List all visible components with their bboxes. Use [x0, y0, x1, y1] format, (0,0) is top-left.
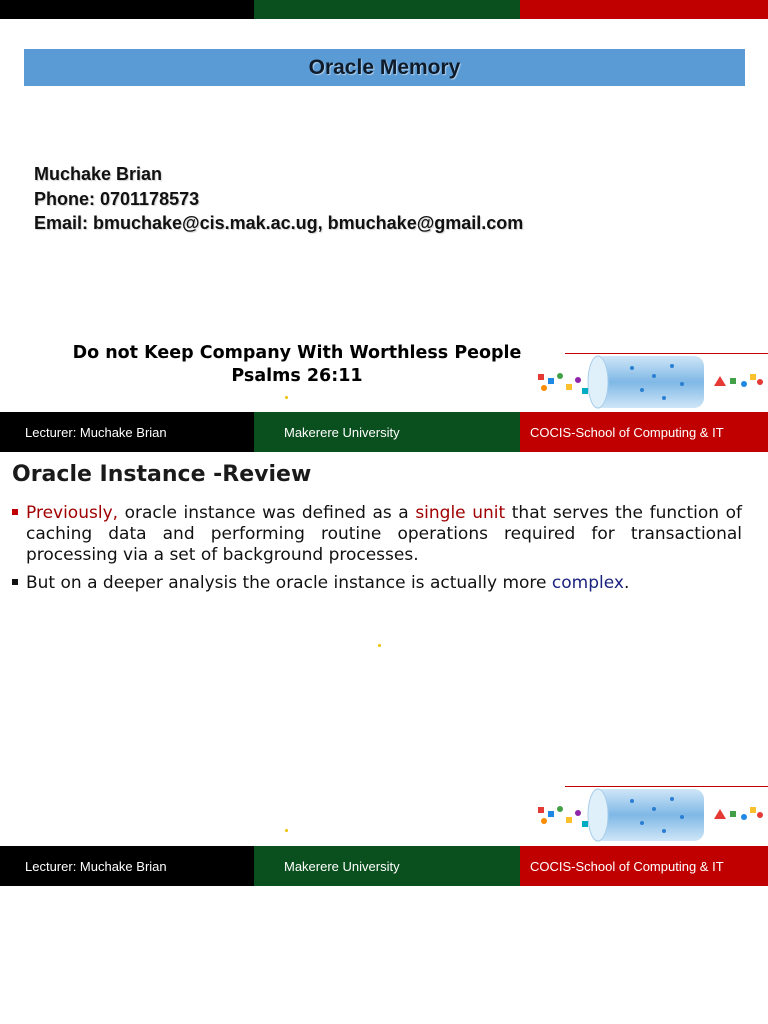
top-color-band: [0, 0, 768, 19]
slide2-title: Oracle Instance -Review: [12, 462, 312, 487]
bullet-lead: Previously,: [26, 503, 119, 523]
footer-lecturer: Lecturer: Muchake Brian: [25, 858, 167, 874]
footer-school: COCIS-School of Computing & IT: [530, 858, 724, 874]
quote-block: [40, 342, 554, 388]
bullet-highlight: single unit: [415, 503, 506, 523]
footer-school: COCIS-School of Computing & IT: [530, 424, 724, 440]
footer-lecturer-cell: [0, 846, 254, 886]
quote-reference: Psalms 26:11: [231, 366, 363, 386]
contact-email: Email: bmuchake@cis.mak.ac.ug, bmuchake@gmail.com: [34, 213, 524, 233]
contact-name: Muchake Brian: [34, 164, 163, 184]
bullet-marker-icon: [12, 509, 18, 515]
slide-title: Oracle Memory: [308, 55, 461, 79]
contact-phone: Phone: 0701178573: [34, 188, 200, 209]
decor-dot: [285, 829, 288, 832]
footer-university-cell: [254, 412, 520, 452]
bullet-highlight: complex: [551, 573, 624, 593]
bullet-text: But on a deeper analysis the oracle instance is actually more: [26, 573, 552, 593]
footer-lecturer: Lecturer: Muchake Brian: [25, 424, 167, 440]
footer-university: Makerere University: [284, 858, 400, 874]
bullet-list: [12, 503, 742, 601]
decor-dot: [285, 396, 288, 399]
footer-university: Makerere University: [284, 424, 400, 440]
contact-block: [34, 162, 523, 236]
bullet-item: [12, 573, 742, 594]
band-black: [0, 0, 254, 19]
slide-title-bar: [24, 49, 745, 86]
footer-school-cell: [520, 412, 768, 452]
footer-school-cell: [520, 846, 768, 886]
bullet-text: .: [623, 573, 630, 593]
decor-dot: [378, 644, 381, 647]
footer-university-cell: [254, 846, 520, 886]
footer-bar: [0, 846, 768, 886]
bullet-text: oracle instance was defined as a: [118, 503, 416, 523]
data-cylinder-icon: [532, 787, 768, 843]
footer-lecturer-cell: [0, 412, 254, 452]
footer-bar: [0, 412, 768, 452]
quote-text: Do not Keep Company With Worthless People: [72, 343, 522, 363]
data-cylinder-icon: [532, 354, 768, 410]
band-red: [520, 0, 768, 19]
bullet-marker-icon: [12, 579, 18, 585]
band-green: [254, 0, 520, 19]
bullet-item: [12, 503, 742, 566]
bullet-text: that serves the function of caching data and performing routine operations required for transactional processing via a set of background processes.: [26, 503, 743, 565]
